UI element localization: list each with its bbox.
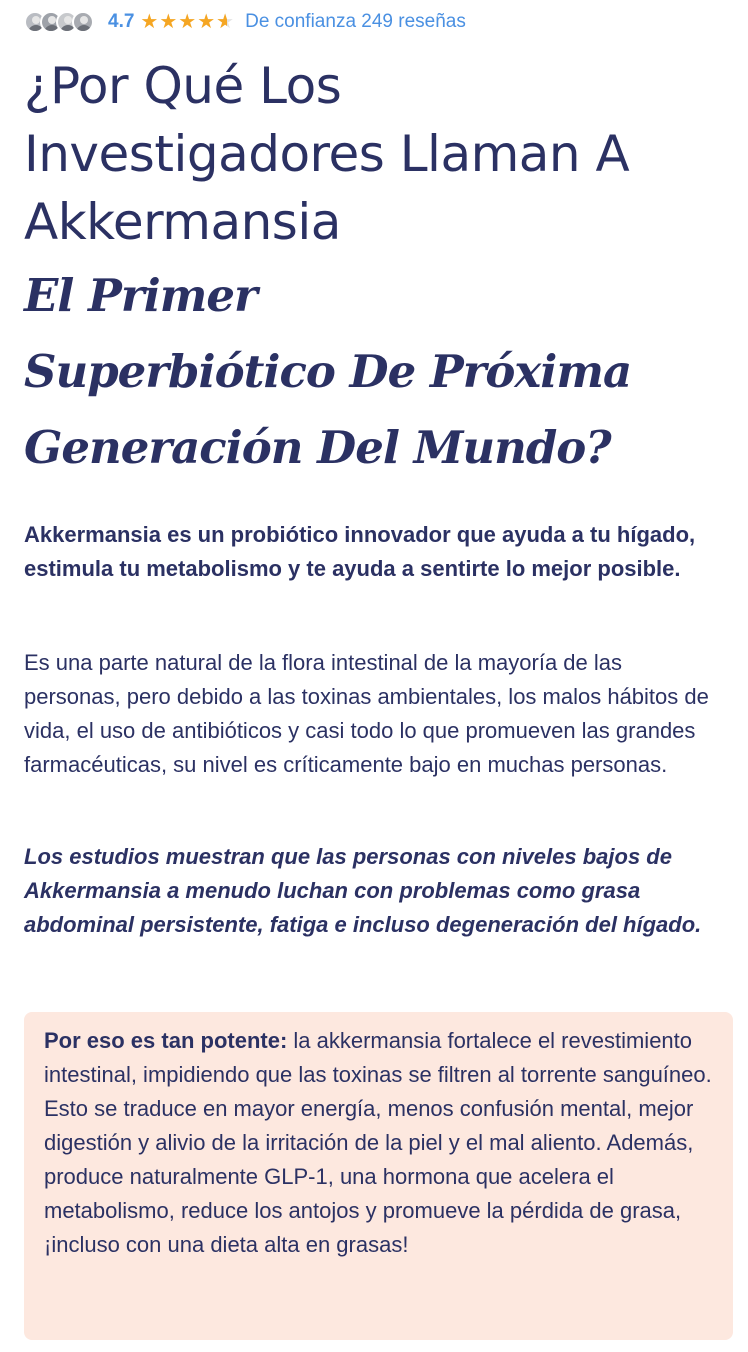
- rating-score: 4.7: [108, 11, 135, 32]
- headline-emphasis-line: Superbiótico De Próxima: [24, 345, 632, 398]
- headline-line: Investigadores Llaman A: [24, 125, 630, 183]
- body-paragraph: Es una parte natural de la flora intestinal de la mayoría de las personas, pero debido a las toxinas ambientales, los malos hábitos de vida, el uso de antibióticos y casi todo lo que promueven las grandes farmacéuticas, su nivel es críticamente bajo en muchas personas.: [24, 650, 709, 777]
- lead-paragraph: Akkermansia es un probiótico innovador que ayuda a tu hígado, estimula tu metabolismo y te ayuda a sentirte lo mejor posible.: [24, 522, 696, 581]
- reviewer-avatars: [24, 11, 94, 33]
- headline-line: ¿Por Qué Los: [24, 57, 342, 115]
- star-icon: ★: [197, 11, 216, 33]
- callout-bold-lead: Por eso es tan potente:: [44, 1028, 288, 1053]
- headline-emphasis-line: Generación Del Mundo?: [24, 421, 611, 474]
- callout-text: la akkermansia fortalece el revestimiento intestinal, impidiendo que las toxinas se filtren al torrente sanguíneo. Esto se traduce en mayor energía, menos confusión mental, mejor digestión y alivio de la irritación de la piel y el mal aliento. Además, produce naturalmente GLP-1, una hormona que acelera el metabolismo, reduce los antojos y promueve la pérdida de grasa, ¡incluso con una dieta alta en grasas!: [44, 1028, 712, 1257]
- rating-bar[interactable]: [24, 9, 466, 35]
- page-bottom: [0, 1340, 748, 1352]
- headline-emphasis-line: El Primer: [24, 269, 257, 322]
- star-icon: ★: [159, 11, 178, 33]
- callout-box: [24, 1012, 733, 1340]
- headline-main: [24, 52, 734, 256]
- callout-paragraph: [44, 1024, 713, 1262]
- emphasis-paragraph: Los estudios muestran que las personas con niveles bajos de Akkermansia a menudo luchan con problemas como grasa abdominal persistente, fatiga e incluso degeneración del hígado.: [24, 844, 702, 937]
- headline-emphasis: [24, 258, 734, 486]
- star-icon: ★: [140, 11, 159, 33]
- star-rating: [140, 12, 235, 32]
- headline-line: Akkermansia: [24, 193, 341, 251]
- avatar: [72, 11, 94, 33]
- star-icon: ★: [178, 11, 197, 33]
- reviews-link[interactable]: De confianza 249 reseñas: [245, 11, 466, 32]
- half-star-icon: ★ ★: [216, 12, 234, 32]
